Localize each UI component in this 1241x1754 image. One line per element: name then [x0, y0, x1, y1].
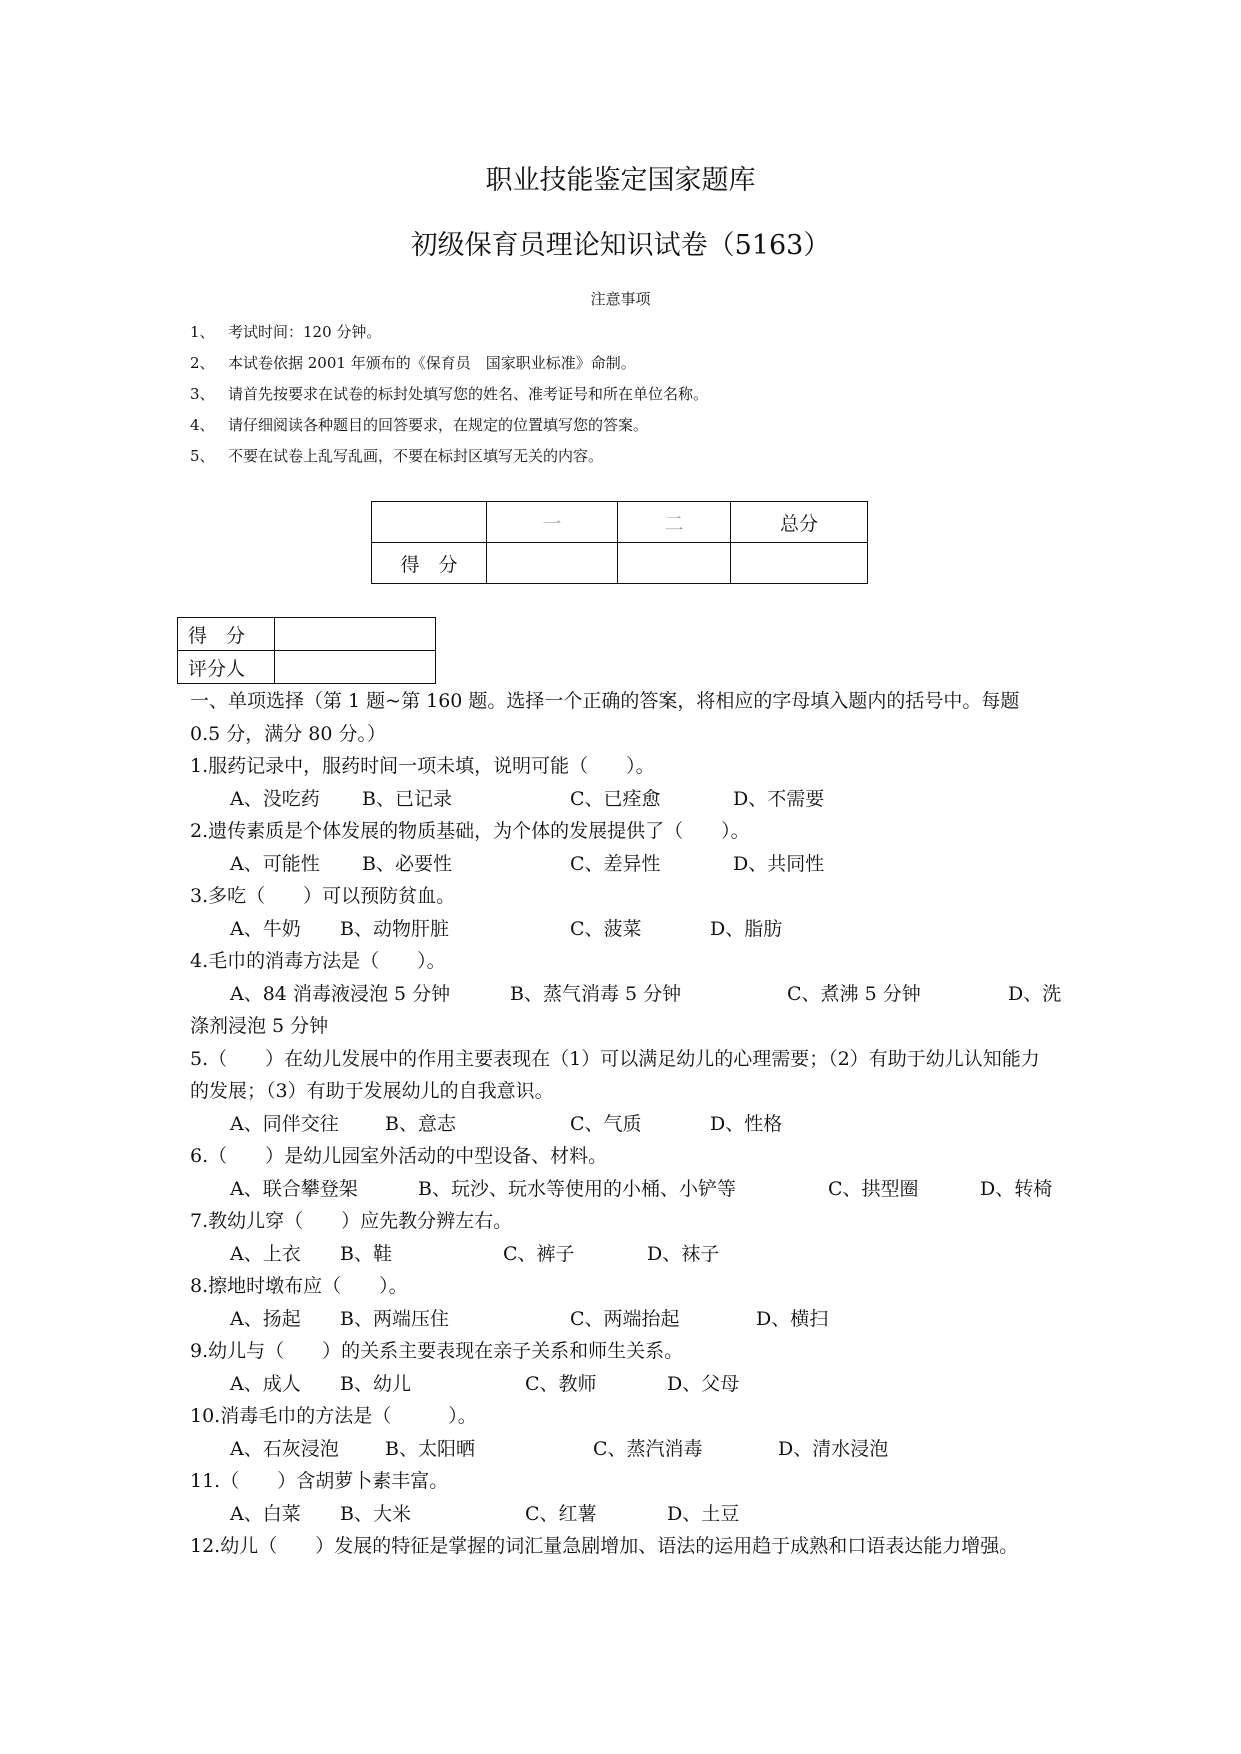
notice-text: 请首先按要求在试卷的标封处填写您的姓名、准考证号和所在单位名称。 [228, 385, 709, 403]
option-d[interactable]: D、袜子 [647, 1242, 720, 1265]
notice-text: 本试卷依据 2001 年颁布的《保育员 国家职业标准》命制。 [228, 354, 636, 372]
option-a[interactable]: A、联合攀登架 [230, 1177, 358, 1200]
option-a[interactable]: A、同伴交往 [230, 1112, 339, 1135]
notice-item [190, 382, 1090, 413]
option-d[interactable]: D、不需要 [733, 787, 825, 810]
question-stem: 6.（ ）是幼儿园室外活动的中型设备、材料。 [190, 1145, 608, 1167]
notice-item [190, 413, 1090, 444]
option-c[interactable]: C、两端抬起 [570, 1307, 680, 1330]
option-d[interactable]: D、清水浸泡 [778, 1437, 889, 1460]
option-a[interactable]: A、牛奶 [230, 917, 301, 940]
option-b[interactable]: B、鞋 [340, 1242, 392, 1265]
notice-number: 4、 [190, 416, 215, 434]
option-a[interactable]: A、成人 [230, 1372, 301, 1395]
option-a[interactable]: A、白菜 [230, 1502, 301, 1525]
option-a[interactable]: A、没吃药 [230, 787, 320, 810]
option-d[interactable]: D、性格 [710, 1112, 783, 1135]
score-header-part2: 二 [618, 502, 731, 543]
option-d[interactable]: D、父母 [667, 1372, 740, 1395]
option-b[interactable]: B、太阳晒 [385, 1437, 475, 1460]
question-options [190, 1498, 1055, 1531]
question-options [190, 978, 1062, 1011]
option-c[interactable]: C、菠菜 [570, 917, 642, 940]
score-header-total: 总分 [731, 502, 868, 543]
grader-label: 评分人 [178, 651, 275, 684]
score-header-part1: 一 [487, 502, 618, 543]
option-b[interactable]: B、大米 [340, 1502, 411, 1525]
score-table [371, 501, 868, 584]
page-title: 职业技能鉴定国家题库 [485, 165, 756, 196]
notice-text: 请仔细阅读各种题目的回答要求，在规定的位置填写您的答案。 [228, 416, 649, 434]
question-options [190, 783, 1055, 816]
option-a[interactable]: A、石灰浸泡 [230, 1437, 339, 1460]
option-a[interactable]: A、上衣 [230, 1242, 301, 1265]
question-stem: 5.（ ）在幼儿发展中的作用主要表现在（1）可以满足幼儿的心理需要；（2）有助于幼儿认知能力的发展；（3）有助于发展幼儿的自我意识。 [190, 1047, 1040, 1102]
section-one [190, 685, 1062, 1563]
option-a[interactable]: A、可能性 [230, 852, 320, 875]
option-b[interactable]: B、玩沙、玩水等使用的小桶、小铲等 [418, 1177, 736, 1200]
option-c[interactable]: C、已痊愈 [570, 787, 661, 810]
notice-item [190, 444, 1090, 475]
question-stem: 3.多吃（ ）可以预防贫血。 [190, 885, 456, 907]
question-options [190, 1368, 1055, 1401]
question-stem: 7.教幼儿穿（ ）应先教分辨左右。 [190, 1210, 513, 1232]
question-options [190, 1303, 1055, 1336]
option-c[interactable]: C、裤子 [503, 1242, 575, 1265]
question-stem: 2.遗传素质是个体发展的物质基础，为个体的发展提供了（ ）。 [190, 820, 750, 842]
option-b[interactable]: B、动物肝脏 [340, 917, 449, 940]
exam-subtitle: 初级保育员理论知识试卷（5163） [410, 230, 831, 261]
question-options [190, 1108, 1055, 1141]
option-c[interactable]: C、教师 [525, 1372, 597, 1395]
notice-number: 5、 [190, 447, 215, 465]
option-d[interactable]: D、共同性 [733, 852, 825, 875]
question-stem: 11.（ ）含胡萝卜素丰富。 [190, 1470, 449, 1492]
question-options [190, 1433, 1055, 1466]
option-a[interactable]: A、扬起 [230, 1307, 301, 1330]
question-stem: 9.幼儿与（ ）的关系主要表现在亲子关系和师生关系。 [190, 1340, 684, 1362]
notice-text: 不要在试卷上乱写乱画，不要在标封区填写无关的内容。 [228, 447, 604, 465]
option-b[interactable]: B、幼儿 [340, 1372, 411, 1395]
option-b[interactable]: B、蒸气消毒 5 分钟 [510, 982, 682, 1005]
question-stem: 4.毛巾的消毒方法是（ ）。 [190, 950, 446, 972]
grader-row-score [178, 618, 436, 651]
score-cell-total[interactable] [731, 543, 868, 584]
option-c[interactable]: C、蒸汽消毒 [593, 1437, 703, 1460]
notice-item [190, 320, 1090, 351]
score-table-header-row [372, 502, 868, 543]
grader-table [177, 617, 436, 684]
notice-number: 2、 [190, 354, 215, 372]
score-cell-part1[interactable] [487, 543, 618, 584]
option-c[interactable]: C、气质 [570, 1112, 642, 1135]
option-d[interactable]: D、转椅 [980, 1177, 1053, 1200]
question-options [190, 1173, 1055, 1206]
grader-cell[interactable] [275, 651, 436, 684]
section-score-label: 得 分 [178, 618, 275, 651]
notice-text: 考试时间：120 分钟。 [228, 323, 382, 341]
option-c[interactable]: C、差异性 [570, 852, 661, 875]
score-cell-part2[interactable] [618, 543, 731, 584]
option-a[interactable]: A、84 消毒液浸泡 5 分钟 [230, 982, 451, 1005]
notice-heading: 注意事项 [590, 290, 651, 308]
notice-number: 1、 [190, 323, 215, 341]
option-d[interactable]: D、脂肪 [710, 917, 783, 940]
notice-item [190, 351, 1090, 382]
notice-list [190, 320, 1090, 475]
question-stem: 12.幼儿（ ）发展的特征是掌握的词汇量急剧增加、语法的运用趋于成熟和口语表达能力增强。 [190, 1535, 1019, 1557]
option-b[interactable]: B、意志 [385, 1112, 456, 1135]
option-c[interactable]: C、红薯 [525, 1502, 597, 1525]
score-header-blank [372, 502, 487, 543]
question-stem: 10.消毒毛巾的方法是（ ）。 [190, 1405, 477, 1427]
question-stem: 1.服药记录中，服药时间一项未填，说明可能（ ）。 [190, 755, 655, 777]
option-b[interactable]: B、必要性 [362, 852, 452, 875]
option-b[interactable]: B、两端压住 [340, 1307, 449, 1330]
score-row-label: 得 分 [372, 543, 487, 584]
score-table-row [372, 543, 868, 584]
question-stem: 8.擦地时墩布应（ ）。 [190, 1275, 408, 1297]
option-continuation: 涤剂浸泡 5 分钟 [190, 1015, 329, 1037]
option-d[interactable]: D、横扫 [756, 1307, 829, 1330]
section-heading: 一、单项选择（第 1 题~第 160 题。选择一个正确的答案，将相应的字母填入题内的括号中。每题 0.5 分，满分 80 分。） [190, 690, 1020, 745]
option-d[interactable]: D、洗 [1008, 982, 1062, 1005]
grader-row-name [178, 651, 436, 684]
question-options [190, 848, 1055, 881]
option-b[interactable]: B、已记录 [362, 787, 452, 810]
option-c[interactable]: C、煮沸 5 分钟 [787, 982, 921, 1005]
option-c[interactable]: C、拱型圈 [828, 1177, 919, 1200]
question-options [190, 1238, 1055, 1271]
option-d[interactable]: D、土豆 [667, 1502, 740, 1525]
notice-number: 3、 [190, 385, 215, 403]
question-options [190, 913, 1055, 946]
section-score-cell[interactable] [275, 618, 436, 651]
